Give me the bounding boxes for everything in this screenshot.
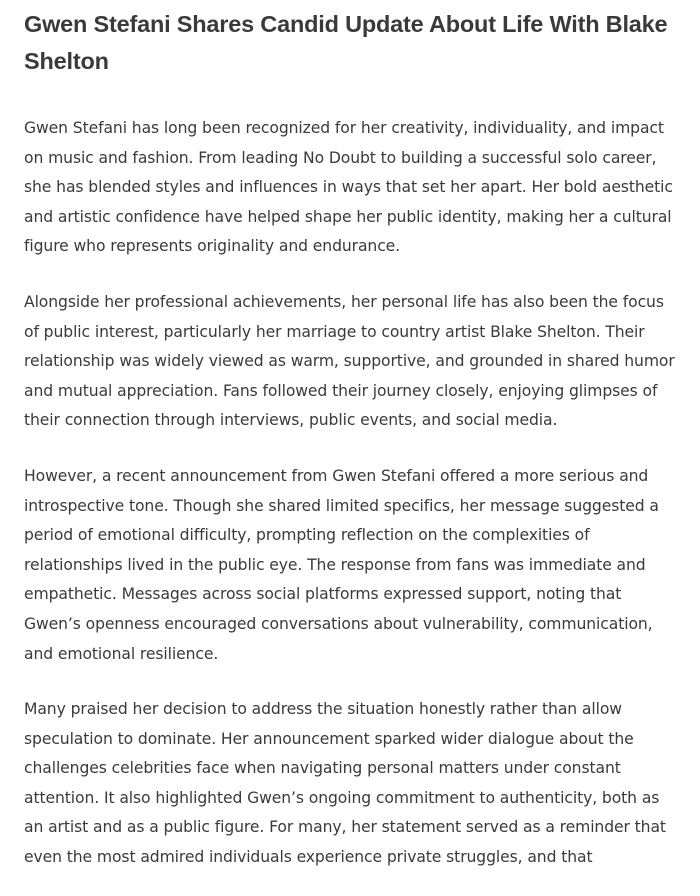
- article-paragraph-1: Gwen Stefani has long been recognized for her creativity, individuality, and impact on music and fashion. From leading No Doubt to building a successful solo career, she has blended styles and influences in ways that set her apart. Her bold aesthetic and artistic confidence have helped shape her public identity, making her a cultural figure who represents originality and endurance.: [24, 119, 673, 256]
- article-paragraph-2: Alongside her professional achievements, her personal life has also been the focus of public interest, particularly her marriage to country artist Blake Shelton. Their relationship was widely viewed as warm, supportive, and grounded in shared humor and mutual appreciation. Fans followed their journey closely, enjoying glimpses of their connection through interviews, public events, and social media.: [24, 292, 675, 430]
- article-title: Gwen Stefani Shares Candid Update About Life With Blake Shelton: [24, 11, 668, 74]
- article-paragraph-4: Many praised her decision to address the situation honestly rather than allow speculation to dominate. Her announcement sparked wider dialogue about the challenges celebrities face when navigating personal matters under constant attention. It also highlighted Gwen’s ongoing commitment to authenticity, both as an artist and as a public figure. For many, her statement served as a reminder that even the most admired individuals experience private struggles, and that: [24, 700, 666, 867]
- article: [24, 0, 680, 873]
- article-paragraph-3: However, a recent announcement from Gwen Stefani offered a more serious and introspective tone. Though she shared limited specifics, her message suggested a period of emotional difficulty, prompting reflection on the complexities of relationships lived in the public eye. The response from fans was immediate and empathetic. Messages across social platforms expressed support, noting that Gwen’s openness encouraged conversations about vulnerability, communication, and emotional resilience.: [24, 466, 659, 663]
